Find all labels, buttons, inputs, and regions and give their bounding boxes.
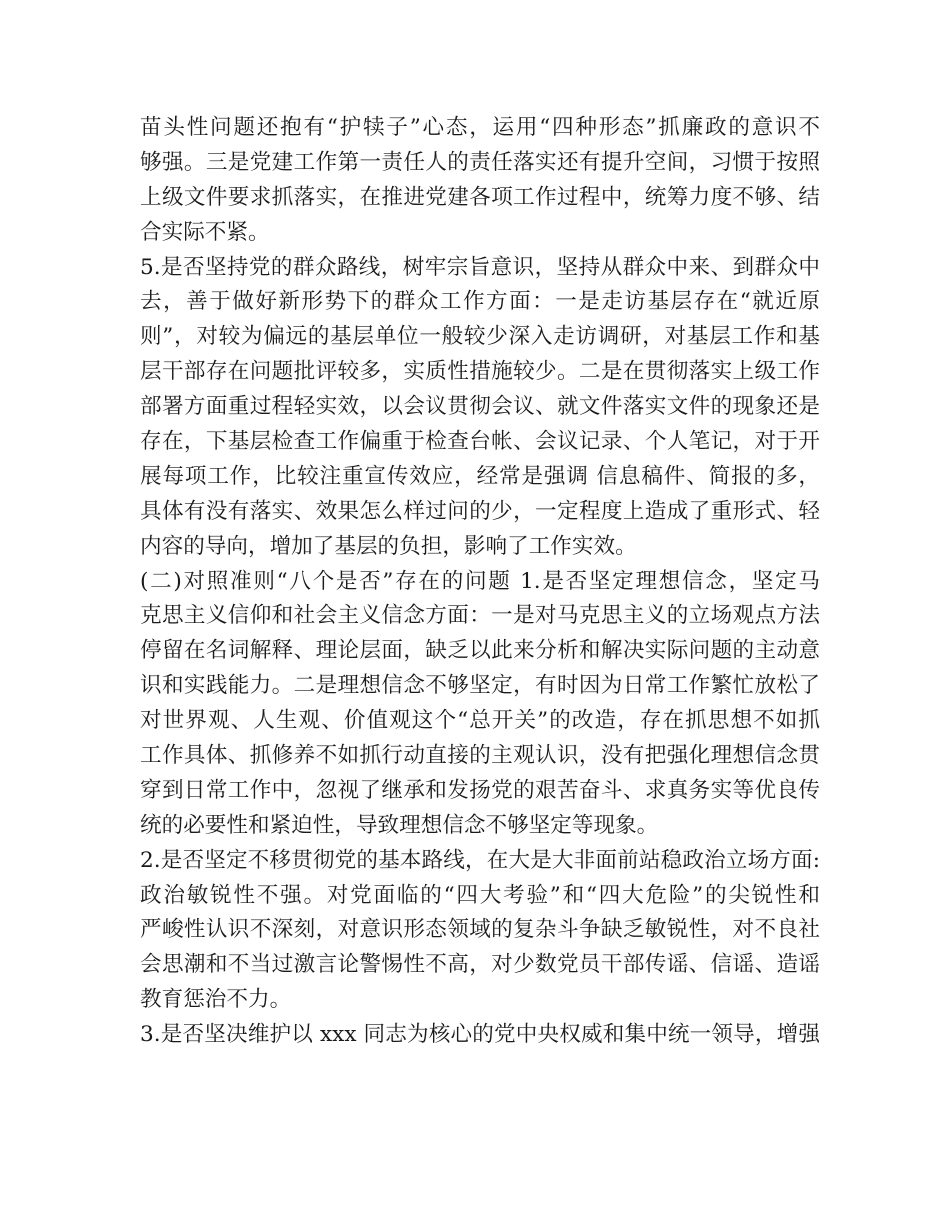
text-line: 苗头性问题还抱有“护犊子”心态，运用“四种形态”抓廉政的意识不 xyxy=(140,115,820,140)
text-line: 展每项工作，比较注重宣传效应，经常是强调 信息稿件、简报的多， xyxy=(140,463,820,489)
text-line: 统的必要性和紧迫性，导致理想信念不够坚定等现象。 xyxy=(140,812,659,838)
text-line: 会思潮和不当过激言论警惕性不高，对少数党员干部传谣、信谣、造谣 xyxy=(140,952,820,978)
text-line: 合实际不紧。 xyxy=(140,219,270,245)
text-line: 5.是否坚持党的群众路线，树牢宗旨意识，坚持从群众中来、到群众中 xyxy=(140,254,820,280)
text-line: 政治敏锐性不强。对党面临的“四大考验”和“四大危险”的尖锐性和 xyxy=(140,882,820,908)
text-line: 工作具体、抓修养不如抓行动直接的主观认识，没有把强化理想信念贯 xyxy=(140,743,820,769)
text-line: (二)对照准则“八个是否”存在的问题 1.是否坚定理想信念，坚定马 xyxy=(140,568,820,594)
text-line: 具体有没有落实、效果怎么样过问的少，一定程度上造成了重形式、轻 xyxy=(140,498,820,524)
text-line: 存在，下基层检查工作偏重于检查台帐、会议记录、个人笔记，对于开 xyxy=(140,429,820,455)
text-line: 2.是否坚定不移贯彻党的基本路线，在大是大非面前站稳政治立场方面: xyxy=(140,847,820,873)
text-line: 克思主义信仰和社会主义信念方面：一是对马克思主义的立场观点方法 xyxy=(140,603,820,629)
text-line: 则”，对较为偏远的基层单位一般较少深入走访调研，对基层工作和基 xyxy=(140,324,820,350)
text-line: 严峻性认识不深刻，对意识形态领域的复杂斗争缺乏敏锐性，对不良社 xyxy=(140,917,820,943)
text-line: 停留在名词解释、理论层面，缺乏以此来分析和解决实际问题的主动意 xyxy=(140,638,820,664)
text-line: 3.是否坚决维护以 xxx 同志为核心的党中央权威和集中统一领导，增强 xyxy=(140,1022,820,1048)
text-line: 内容的导向，增加了基层的负担，影响了工作实效。 xyxy=(140,533,637,559)
text-line: 识和实践能力。二是理想信念不够坚定，有时因为日常工作繁忙放松了 xyxy=(140,673,820,699)
text-line: 对世界观、人生观、价值观这个“总开关”的改造，存在抓思想不如抓 xyxy=(140,708,820,734)
text-line: 去，善于做好新形势下的群众工作方面：一是走访基层存在“就近原 xyxy=(140,289,820,315)
text-line: 部署方面重过程轻实效，以会议贯彻会议、就文件落实文件的现象还是 xyxy=(140,394,820,420)
text-line: 穿到日常工作中，忽视了继承和发扬党的艰苦奋斗、求真务实等优良传 xyxy=(140,777,820,803)
text-line: 教育惩治不力。 xyxy=(140,987,292,1013)
text-line: 够强。三是党建工作第一责任人的责任落实还有提升空间，习惯于按照 xyxy=(140,149,820,175)
text-line: 层干部存在问题批评较多，实质性措施较少。二是在贯彻落实上级工作 xyxy=(140,359,820,385)
document-body xyxy=(140,111,820,1053)
text-line: 上级文件要求抓落实，在推进党建各项工作过程中，统筹力度不够、结 xyxy=(140,184,820,210)
